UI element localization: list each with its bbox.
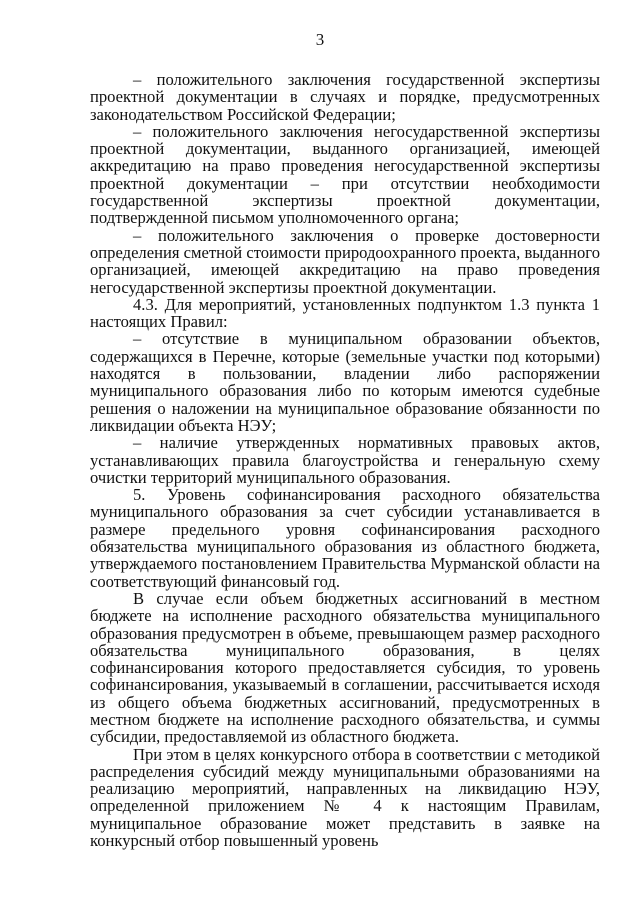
paragraph-absence-of-objects: – отсутствие в муниципальном образовании объектов, содержащихся в Перечне, которые (земельные участки под которыми) находятся в пользовании, владении либо распоряжении муниципального образования либо по которым имеются судебные решения о наложении на муниципальное образование обязанности по ликвидации объекта НЭУ;: [90, 329, 600, 435]
paragraph-competitive-selection: При этом в целях конкурсного отбора в соответствии с методикой распределения субсидий между муниципальными образованиями на реализацию мероприятий, направленных на ликвидацию НЭУ, определенной приложением № 4 к настоящим Правилам, муниципальное образование может представить в заявке на конкурсный отбор повышенный уровень: [90, 744, 600, 851]
paragraph-clause-4-3: 4.3. Для мероприятий, установленных подпунктом 1.3 пункта 1 настоящих Правил:: [90, 294, 600, 332]
paragraph-clause-5: 5. Уровень софинансирования расходного обязательства муниципального образования за счет субсидии устанавливается в размере предельного уровня софинансирования расходного обязательства муниципального образования из областного бюджета, утверждаемого постановлением Правительства Мурманской области на соответствующий финансовый год.: [90, 485, 600, 591]
paragraph-nonstate-expertise: – положительного заключения негосударственной экспертизы проектной документации, выданного организацией, имеющей аккредитацию на право проведения негосударственной экспертизы проектной документации – при отсутствии необходимости государственной экспертизы проектной документации, подтвержденной письмом уполномоченного органа;: [90, 121, 600, 228]
paragraph-cost-verification: – положительного заключения о проверке достоверности определения сметной стоимости природоохранного проекта, выданного организацией, имеющей аккредитацию на право проведения негосударственной экспертизы проектной документации.: [90, 225, 600, 297]
paragraph-state-expertise: – положительного заключения государственной экспертизы проектной документации в случаях и порядке, предусмотренных законодательством Российской Федерации;: [90, 70, 600, 124]
paragraph-normative-acts: – наличие утвержденных нормативных правовых актов, устанавливающих правила благоустройства и генеральную схему очистки территорий муниципального образования.: [90, 433, 600, 487]
paragraph-budget-case: В случае если объем бюджетных ассигнований в местном бюджете на исполнение расходного обязательства муниципального образования предусмотрен в объеме, превышающем размер расходного обязательства муниципального образования, в целях софинансирования которого предоставляется субсидия, то уровень софинансирования, указываемый в соглашении, рассчитывается исходя из общего объема бюджетных ассигнований, предусмотренных в местном бюджете на исполнение расходного обязательства, и суммы субсидии, предоставляемой из областного бюджета.: [90, 588, 600, 747]
page-number: 3: [315, 30, 325, 49]
document-body: [90, 71, 600, 849]
